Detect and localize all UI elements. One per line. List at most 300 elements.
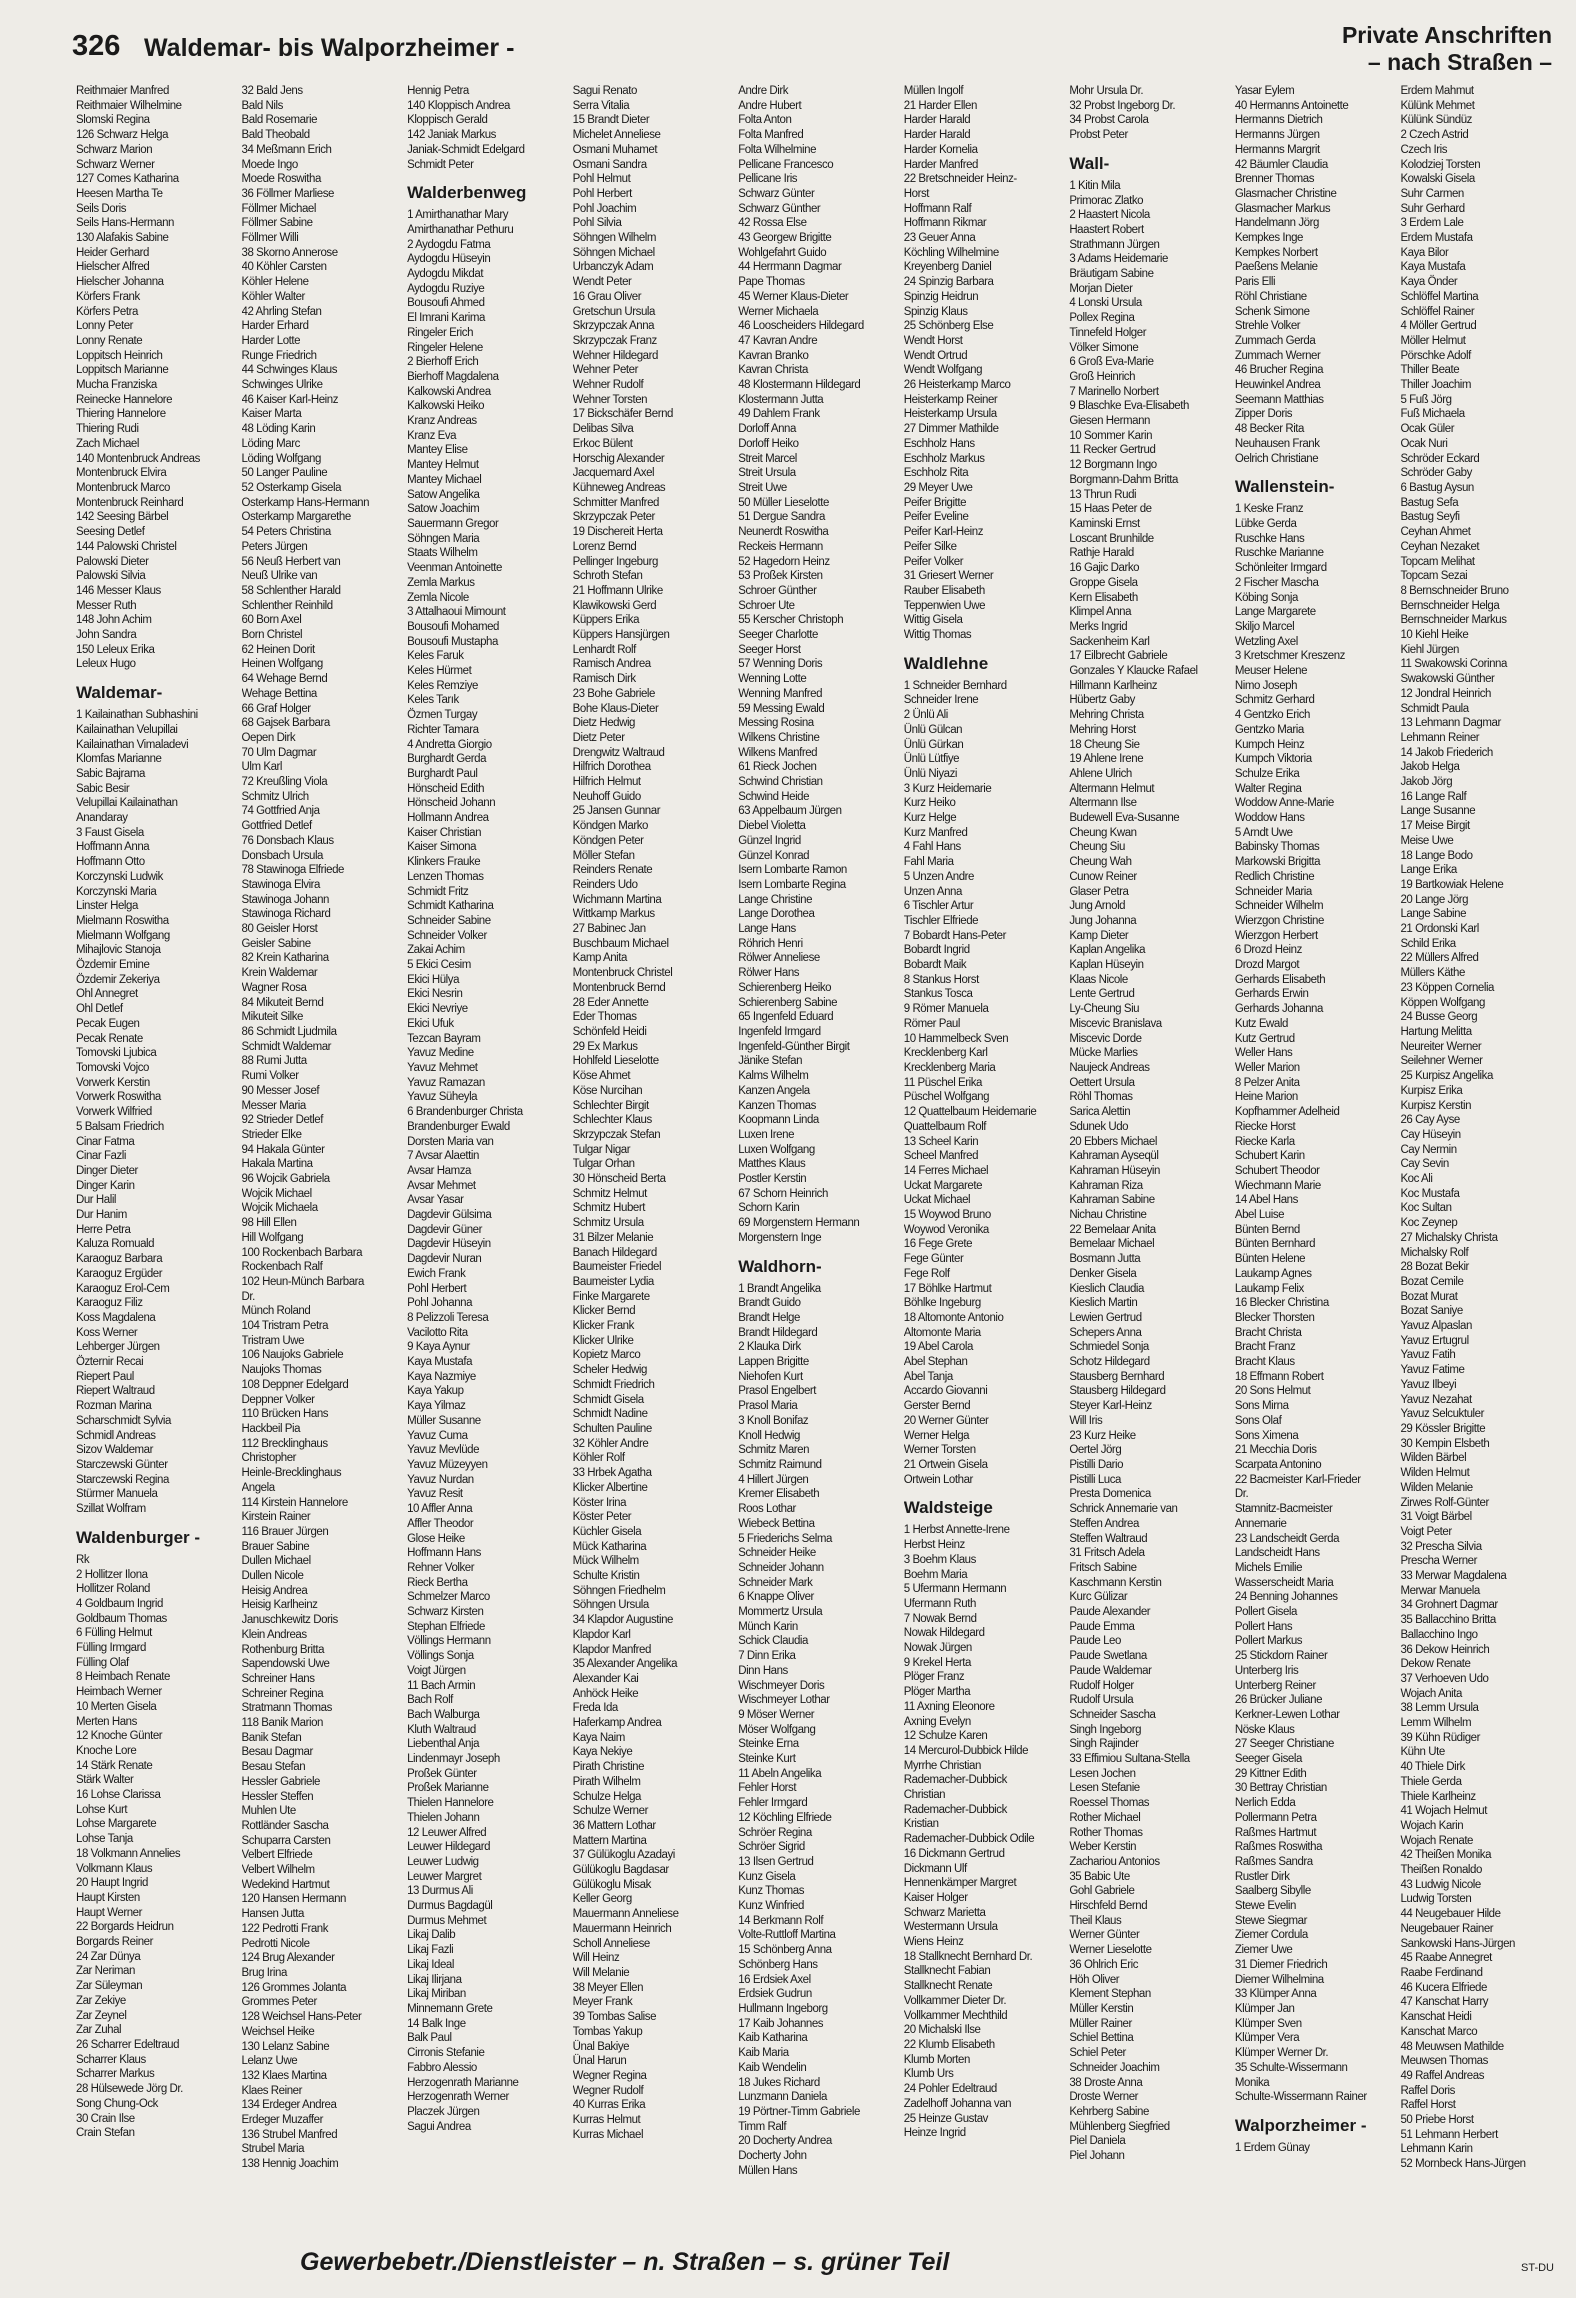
- list-item: Streit Uwe: [738, 481, 787, 494]
- list-item: Brandenburger Ewald: [407, 1120, 510, 1133]
- list-item: Bierhoff Magdalena: [407, 370, 499, 383]
- list-item: Yavuz Nurdan: [407, 1473, 474, 1486]
- list-item: 13 Lehmann Dagmar: [1400, 717, 1501, 730]
- list-item: Werner Helga: [903, 1429, 970, 1442]
- list-item: Schneider Joachim: [1069, 2061, 1160, 2074]
- list-item: Müllen Hans: [738, 2164, 798, 2177]
- list-item: Kaya Yilmaz: [407, 1400, 466, 1413]
- list-item: Bernschneider Markus: [1400, 614, 1507, 627]
- list-item: Zummach Gerda: [1234, 334, 1316, 347]
- list-item: 40 Köhler Carsten: [241, 261, 327, 274]
- list-item: 1 Erdem Günay: [1234, 2141, 1310, 2154]
- list-item: 14 Ferres Michael: [903, 1164, 989, 1177]
- list-item: Yavuz Medine: [407, 1047, 474, 1060]
- list-item: Möser Wolfgang: [738, 1723, 816, 1736]
- list-item: Jänike Stefan: [738, 1055, 803, 1068]
- list-item: 26 Heisterkamp Marco: [903, 379, 1011, 392]
- list-item: Muhlen Ute: [241, 1805, 296, 1818]
- list-item: Burghardt Paul: [407, 767, 478, 780]
- list-item: Kloppisch Gerald: [407, 114, 488, 127]
- list-item: Unterberg Iris: [1234, 1664, 1299, 1677]
- list-item: 5 Unzen Andre: [903, 870, 974, 883]
- list-item: Kurras Michael: [572, 2128, 644, 2141]
- list-item: Swakowski Günther: [1400, 673, 1495, 686]
- list-item: Thiele Gerda: [1400, 1775, 1462, 1788]
- list-item: Külünk Mehmet: [1400, 99, 1475, 112]
- list-item: Christian: [903, 1789, 946, 1802]
- list-item: Folta Manfred: [738, 129, 804, 142]
- list-item: Stamnitz-Bacmeister: [1234, 1503, 1333, 1516]
- list-item: 25 Stickdorn Rainer: [1234, 1650, 1328, 1663]
- list-item: 24 Busse Georg: [1400, 1011, 1478, 1024]
- list-item: Wittig Gisela: [903, 614, 963, 627]
- list-item: Likaj Ilirjana: [407, 1973, 462, 1986]
- list-item: Stewe Evelin: [1234, 1900, 1296, 1913]
- directory-column-3: [407, 84, 563, 2242]
- list-item: Tristram Uwe: [241, 1334, 305, 1347]
- list-item: 106 Naujoks Gabriele: [241, 1349, 344, 1362]
- list-item: 2 Aydogdu Fatma: [407, 238, 491, 251]
- list-item: Seeger Charlotte: [738, 629, 818, 642]
- list-item: Dullen Nicole: [241, 1570, 304, 1583]
- list-item: Günzel Konrad: [738, 849, 810, 862]
- list-item: 53 Proßek Kirsten: [738, 570, 823, 583]
- list-item: 6 Tischler Artur: [903, 900, 974, 913]
- list-item: 126 Schwarz Helga: [76, 129, 169, 142]
- list-item: 13 Durmus Ali: [407, 1885, 473, 1898]
- list-item: Giesen Hermann: [1069, 415, 1150, 428]
- list-item: 142 Janiak Markus: [407, 129, 496, 142]
- list-item: Paude Swetlana: [1069, 1650, 1147, 1663]
- list-item: 39 Tombas Salise: [572, 2011, 657, 2024]
- list-item: Scheler Hedwig: [572, 1364, 647, 1377]
- list-item: Kurras Helmut: [572, 2114, 641, 2127]
- list-item: 27 Babinec Jan: [572, 923, 646, 936]
- list-item: Crain Stefan: [76, 2127, 135, 2140]
- list-item: Born Christel: [241, 629, 303, 642]
- list-item: Schmidt Nadine: [572, 1408, 648, 1421]
- list-item: Kaya Mustafa: [1400, 261, 1466, 274]
- list-item: Schlöffel Rainer: [1400, 305, 1475, 318]
- list-item: Andre Hubert: [738, 99, 802, 112]
- list-item: Pecak Renate: [76, 1032, 143, 1045]
- list-item: Hohlfeld Lieselotte: [572, 1055, 659, 1068]
- list-item: Pecak Eugen: [76, 1017, 140, 1030]
- list-item: 132 Klaes Martina: [241, 2069, 327, 2082]
- list-item: Keles Tarık: [407, 694, 459, 707]
- list-item: 35 Alexander Angelika: [572, 1658, 678, 1671]
- list-item: Markowski Brigitta: [1234, 856, 1321, 869]
- list-item: Linster Helga: [76, 900, 138, 913]
- list-item: Özdemir Emine: [76, 959, 150, 972]
- list-item: 142 Seesing Bärbel: [76, 511, 169, 524]
- list-item: Bracht Franz: [1234, 1341, 1296, 1354]
- list-item: Gülükoglu Bagdasar: [572, 1864, 669, 1877]
- list-item: Harder Harald: [903, 129, 971, 142]
- list-item: Likaj Dalib: [407, 1929, 456, 1942]
- list-item: Dinger Dieter: [76, 1164, 138, 1177]
- list-item: Eder Thomas: [572, 1011, 637, 1024]
- list-item: Bemelaar Michael: [1069, 1238, 1155, 1251]
- list-item: Haastert Robert: [1069, 223, 1144, 236]
- list-item: 17 Böhlke Hartmut: [903, 1282, 992, 1295]
- list-item: 49 Raffel Andreas: [1400, 2069, 1485, 2082]
- list-item: 37 Gülükoglu Azadayi: [572, 1849, 675, 1862]
- list-item: Hollitzer Roland: [76, 1583, 150, 1596]
- list-item: Wojcik Michael: [241, 1187, 312, 1200]
- list-item: Hessler Gabriele: [241, 1775, 320, 1788]
- imprint-code: ST-DU: [1521, 2262, 1554, 2274]
- list-item: Glasmacher Christine: [1234, 187, 1337, 200]
- list-item: 52 Mornbeck Hans-Jürgen: [1400, 2158, 1526, 2171]
- list-item: Annemarie: [1234, 1517, 1287, 1530]
- list-item: 8 Stankus Horst: [903, 973, 979, 986]
- list-item: Heinle-Brecklinghaus: [241, 1467, 342, 1480]
- list-item: Haferkamp Andrea: [572, 1717, 662, 1730]
- list-item: Ceyhan Ahmet: [1400, 526, 1471, 539]
- list-item: 67 Schorn Heinrich: [738, 1187, 828, 1200]
- list-item: Hönscheid Johann: [407, 797, 496, 810]
- list-item: Ewich Frank: [407, 1267, 466, 1280]
- list-item: Ruschke Hans: [1234, 532, 1305, 545]
- list-item: Mauermann Heinrich: [572, 1922, 672, 1935]
- list-item: 124 Brug Alexander: [241, 1952, 335, 1965]
- list-item: 3 Attalhaoui Mimount: [407, 606, 506, 619]
- list-item: Harder Kornelia: [903, 143, 978, 156]
- list-item: Klicker Bernd: [572, 1305, 636, 1318]
- list-item: Köchling Wilhelmine: [903, 246, 999, 259]
- list-item: Müller Rainer: [1069, 2017, 1132, 2030]
- list-item: Rothenburg Britta: [241, 1643, 325, 1656]
- list-item: Köndgen Peter: [572, 834, 644, 847]
- list-item: Schlöffel Martina: [1400, 290, 1479, 303]
- list-item: Hartung Melitta: [1400, 1026, 1472, 1038]
- list-item: Kahraman Sabine: [1069, 1194, 1155, 1207]
- list-item: Meuser Helene: [1234, 665, 1308, 678]
- list-item: Kurpisz Kerstin: [1400, 1099, 1472, 1112]
- list-item: Kühneweg Andreas: [572, 481, 666, 494]
- list-item: 15 Schönberg Anna: [738, 1944, 832, 1957]
- list-item: Zar Neriman: [76, 1965, 135, 1978]
- list-item: Delibas Silva: [572, 423, 634, 436]
- list-item: Klicker Frank: [572, 1320, 634, 1333]
- list-item: Köbing Sonja: [1234, 591, 1298, 604]
- list-item: Nichau Christine: [1069, 1209, 1147, 1222]
- list-item: Borgards Reiner: [76, 1936, 153, 1949]
- list-item: Mehring Horst: [1069, 723, 1136, 736]
- list-item: Glose Heike: [407, 1532, 465, 1545]
- list-item: Schulze Werner: [572, 1805, 648, 1818]
- list-item: Klicker Albertine: [572, 1481, 648, 1494]
- list-item: 52 Osterkamp Gisela: [241, 481, 342, 494]
- list-item: Wenning Manfred: [738, 687, 823, 700]
- list-item: Vacilotto Rita: [407, 1326, 468, 1339]
- list-item: Herzogenrath Marianne: [407, 2076, 519, 2089]
- list-item: Koopmann Linda: [738, 1114, 819, 1127]
- list-item: Stratmann Thomas: [241, 1702, 332, 1715]
- list-item: Dagdevir Hüseyin: [407, 1238, 491, 1251]
- list-item: Uckat Margarete: [903, 1179, 983, 1192]
- list-item: Kurc Gülizar: [1069, 1591, 1128, 1604]
- list-item: Yavuz Fatih: [1400, 1349, 1456, 1362]
- list-item: Pollex Regina: [1069, 312, 1135, 325]
- list-item: 19 Pörtner-Timm Gabriele: [738, 2105, 860, 2118]
- list-item: Cheung Kwan: [1069, 826, 1137, 839]
- list-item: Montenbruck Christel: [572, 967, 673, 980]
- list-item: Riecke Karla: [1234, 1135, 1295, 1148]
- list-item: 18 Cheung Sie: [1069, 738, 1140, 751]
- list-item: Höh Oliver: [1069, 1973, 1120, 1986]
- list-item: 25 Jansen Gunnar: [572, 805, 661, 818]
- list-item: Scarpata Antonino: [1234, 1458, 1322, 1471]
- list-item: Werner Günter: [1069, 1929, 1140, 1942]
- list-item: 31 Voigt Bärbel: [1400, 1511, 1472, 1524]
- list-item: Yavuz Ilbeyi: [1400, 1378, 1457, 1391]
- list-item: Wendt Ortrud: [903, 349, 968, 362]
- list-item: Singh Rajinder: [1069, 1738, 1139, 1751]
- list-item: 62 Heinen Dorit: [241, 643, 315, 656]
- list-item: Kaib Wendelin: [738, 2061, 807, 2074]
- list-item: Nowak Jürgen: [903, 1642, 972, 1655]
- list-item: Schneider Irene: [903, 694, 979, 707]
- list-item: Kurpisz Erika: [1400, 1084, 1463, 1097]
- list-item: Hennig Petra: [407, 85, 469, 97]
- list-item: Hansen Jutta: [241, 1908, 304, 1921]
- list-item: Wagner Rosa: [241, 981, 307, 994]
- list-item: Püschel Wolfgang: [903, 1091, 990, 1104]
- list-item: Cunow Reiner: [1069, 870, 1137, 883]
- list-item: Klawikowski Gerd: [572, 599, 657, 612]
- list-item: Nowak Hildegard: [903, 1627, 985, 1640]
- list-item: 36 Dekow Heinrich: [1400, 1643, 1490, 1656]
- list-item: 34 Klapdor Augustine: [572, 1614, 673, 1627]
- list-item: Mück Katharina: [572, 1540, 647, 1553]
- list-item: Sagui Renato: [572, 85, 637, 97]
- list-item: Krecklenberg Karl: [903, 1047, 988, 1060]
- list-item: Durmus Mehmet: [407, 1914, 487, 1927]
- list-item: 24 Pohler Edeltraud: [903, 2083, 997, 2096]
- list-item: 14 Mercurol-Dubbick Hilde: [903, 1744, 1029, 1757]
- list-item: Seilehner Werner: [1400, 1055, 1483, 1068]
- list-item: 1 Schneider Bernhard: [903, 679, 1007, 692]
- list-item: Wittig Thomas: [903, 629, 972, 642]
- list-item: Söhngen Wilhelm: [572, 232, 657, 245]
- list-item: Keles Faruk: [407, 650, 464, 663]
- list-item: Skrzypczak Anna: [572, 320, 655, 333]
- list-item: Erdsiek Gudrun: [738, 1988, 812, 2001]
- list-item: 136 Strubel Manfred: [241, 2128, 338, 2141]
- list-item: Söhngen Friedhelm: [572, 1584, 666, 1597]
- list-item: 27 Seeger Christiane: [1234, 1738, 1334, 1751]
- list-item: Peifer Eveline: [903, 511, 969, 524]
- list-item: 7 Avsar Alaettin: [407, 1150, 479, 1163]
- list-item: 48 Klostermann Hildegard: [738, 379, 861, 392]
- list-item: Bach Rolf: [407, 1694, 453, 1707]
- list-item: Gülükoglu Misak: [572, 1878, 651, 1891]
- list-item: 68 Gajsek Barbara: [241, 717, 330, 730]
- list-item: Merwar Manuela: [1400, 1584, 1480, 1597]
- list-item: Morgenstern Inge: [738, 1231, 822, 1244]
- directory-column-4: [573, 84, 729, 2242]
- list-item: Strehle Volker: [1234, 320, 1301, 333]
- list-item: Cinar Fazli: [76, 1150, 127, 1163]
- list-item: Yavuz Alpaslan: [1400, 1320, 1472, 1333]
- list-item: Klümper Werner Dr.: [1234, 2047, 1329, 2060]
- list-item: Fritsch Sabine: [1069, 1561, 1137, 1574]
- list-item: Werner Lieselotte: [1069, 1944, 1152, 1957]
- list-item: Münch Roland: [241, 1305, 311, 1318]
- list-item: 42 Theißen Monika: [1400, 1849, 1492, 1862]
- list-item: Bald Theobald: [241, 129, 310, 142]
- list-item: Schulten Pauline: [572, 1422, 652, 1435]
- list-item: 144 Palowski Christel: [76, 540, 177, 553]
- list-item: Wedekind Hartmut: [241, 1878, 330, 1891]
- list-item: Klostermann Jutta: [738, 393, 824, 406]
- list-item: Lohse Tanja: [76, 1833, 133, 1846]
- list-item: Hielscher Johanna: [76, 276, 164, 289]
- list-item: Scharrer Klaus: [76, 2053, 146, 2066]
- list-item: Kurz Manfred: [903, 826, 968, 839]
- directory-column-7: [1069, 84, 1225, 2242]
- list-item: 82 Krein Katharina: [241, 952, 329, 965]
- section-title-line1: Private Anschriften: [1341, 22, 1552, 48]
- list-item: 10 Affler Anna: [407, 1503, 473, 1516]
- list-item: Ünlü Niyazi: [903, 767, 957, 780]
- list-item: 14 Abel Hans: [1234, 1194, 1298, 1207]
- list-item: 122 Pedrotti Frank: [241, 1922, 329, 1935]
- list-item: 20 Ebbers Michael: [1069, 1135, 1157, 1148]
- list-item: Kaminski Ernst: [1069, 517, 1140, 530]
- list-item: 74 Gottfried Anja: [241, 805, 320, 818]
- list-item: Stawinoga Johann: [241, 893, 329, 906]
- list-item: Woddow Anne-Marie: [1234, 797, 1334, 810]
- list-item: Peifer Volker: [903, 555, 964, 568]
- list-item: Luxen Wolfgang: [738, 1143, 815, 1156]
- list-item: Dickmann Ulf: [903, 1862, 967, 1875]
- list-item: Müllers Käthe: [1400, 967, 1465, 980]
- list-item: 2 Fischer Mascha: [1234, 576, 1319, 589]
- list-item: Staats Wilhelm: [407, 547, 478, 560]
- list-item: Messing Rosina: [738, 717, 814, 730]
- list-item: Schulte-Wissermann Rainer: [1234, 2091, 1367, 2104]
- list-item: 80 Geisler Horst: [241, 923, 318, 936]
- list-item: 3 Kurz Heidemarie: [903, 782, 992, 795]
- list-item: 126 Grommes Jolanta: [241, 1981, 347, 1994]
- list-item: Heisterkamp Ursula: [903, 408, 997, 421]
- list-item: 12 Knoche Günter: [76, 1730, 163, 1743]
- list-item: Pellicane Iris: [738, 173, 798, 186]
- list-item: Hakala Martina: [241, 1158, 313, 1171]
- list-item: Stephan Elfriede: [407, 1620, 485, 1633]
- list-item: Neuhoff Guido: [572, 790, 641, 803]
- list-item: Zemla Markus: [407, 576, 475, 589]
- list-item: Lonny Peter: [76, 320, 134, 333]
- list-item: Pape Thomas: [738, 276, 805, 289]
- list-item: Kunz Gisela: [738, 1870, 796, 1883]
- list-item: 3 Adams Heidemarie: [1069, 253, 1168, 266]
- list-item: Kutz Gertrud: [1234, 1032, 1295, 1045]
- list-item: Vorwerk Wilfried: [76, 1106, 152, 1119]
- list-item: Streit Marcel: [738, 452, 797, 465]
- list-item: Söhngen Ursula: [572, 1599, 649, 1612]
- list-item: Myrrhe Christian: [903, 1759, 981, 1772]
- list-item: Boehm Maria: [903, 1568, 968, 1581]
- list-item: Pollert Gisela: [1234, 1606, 1297, 1619]
- list-item: Schick Claudia: [738, 1635, 808, 1648]
- list-item: Anandaray: [76, 812, 128, 825]
- list-item: Dagdevir Güner: [407, 1223, 482, 1236]
- list-item: Rustler Dirk: [1234, 1870, 1290, 1883]
- list-item: Oertel Jörg: [1069, 1444, 1122, 1457]
- list-item: Schroer Günther: [738, 584, 817, 597]
- list-item: 45 Raabe Annegret: [1400, 1952, 1492, 1965]
- list-item: Schulze Erika: [1234, 767, 1300, 780]
- street-heading: Walderbenweg: [407, 183, 527, 203]
- list-item: Keles Remziye: [407, 679, 478, 692]
- list-item: Dur Hanim: [76, 1209, 127, 1222]
- list-item: Strathmann Jürgen: [1069, 238, 1160, 251]
- list-item: Seeger Horst: [738, 643, 801, 656]
- list-item: Voigt Peter: [1400, 1525, 1452, 1538]
- list-item: 28 Eder Annette: [572, 996, 649, 1009]
- list-item: Prasol Maria: [738, 1400, 798, 1413]
- list-item: 10 Kiehl Heike: [1400, 629, 1469, 642]
- list-item: Heesen Martha Te: [76, 187, 163, 200]
- list-item: Uckat Michael: [903, 1194, 971, 1207]
- list-item: Kailainathan Velupillai: [76, 723, 178, 736]
- list-item: Kranz Andreas: [407, 415, 477, 428]
- list-item: Pollermann Petra: [1234, 1811, 1317, 1824]
- list-item: 10 Sommer Karin: [1069, 429, 1153, 442]
- list-item: 44 Neugebauer Hilde: [1400, 1908, 1501, 1921]
- list-item: Kopietz Marco: [572, 1349, 641, 1362]
- list-item: Janiak-Schmidt Edelgard: [407, 143, 525, 156]
- list-item: 23 Kurz Heike: [1069, 1429, 1136, 1442]
- list-item: Schroth Stefan: [572, 570, 643, 583]
- list-item: Karaoguz Barbara: [76, 1253, 163, 1266]
- list-item: Fehler Irmgard: [738, 1797, 808, 1810]
- list-item: 150 Leleux Erika: [76, 643, 155, 656]
- list-item: 3 Knoll Bonifaz: [738, 1414, 809, 1427]
- list-item: Volte-Ruttloff Martina: [738, 1929, 836, 1942]
- list-item: Bobardt Ingrid: [903, 944, 970, 957]
- list-item: Schubert Karin: [1234, 1150, 1305, 1163]
- list-item: Schmitter Manfred: [572, 496, 659, 509]
- list-item: 34 Meßmann Erich: [241, 143, 332, 156]
- list-item: Donsbach Ursula: [241, 849, 324, 862]
- list-item: Sons Ximena: [1234, 1429, 1299, 1442]
- list-item: Redlich Christine: [1234, 870, 1315, 883]
- list-item: Gottfried Detlef: [241, 820, 312, 833]
- list-item: Lemm Wilhelm: [1400, 1717, 1472, 1730]
- list-item: Hessler Steffen: [241, 1790, 314, 1803]
- list-item: Kaiser Simona: [407, 841, 477, 854]
- list-item: Ly-Cheung Siu: [1069, 1003, 1140, 1016]
- list-item: Lehberger Jürgen: [76, 1341, 160, 1354]
- list-item: 4 Hillert Jürgen: [738, 1473, 809, 1486]
- list-item: Balk Paul: [407, 2032, 452, 2045]
- list-item: 29 Ex Markus: [572, 1040, 638, 1053]
- list-item: 134 Erdeger Andrea: [241, 2099, 337, 2112]
- list-item: 33 Hrbek Agatha: [572, 1467, 652, 1480]
- list-item: Sabic Besir: [76, 782, 130, 795]
- list-item: 4 Goldbaum Ingrid: [76, 1597, 163, 1610]
- list-item: 130 Alafakis Sabine: [76, 232, 169, 245]
- list-item: Pellicane Francesco: [738, 158, 834, 171]
- list-item: Suhr Carmen: [1400, 187, 1464, 200]
- list-item: Wetzling Axel: [1234, 635, 1298, 648]
- list-item: Paude Leo: [1069, 1635, 1121, 1648]
